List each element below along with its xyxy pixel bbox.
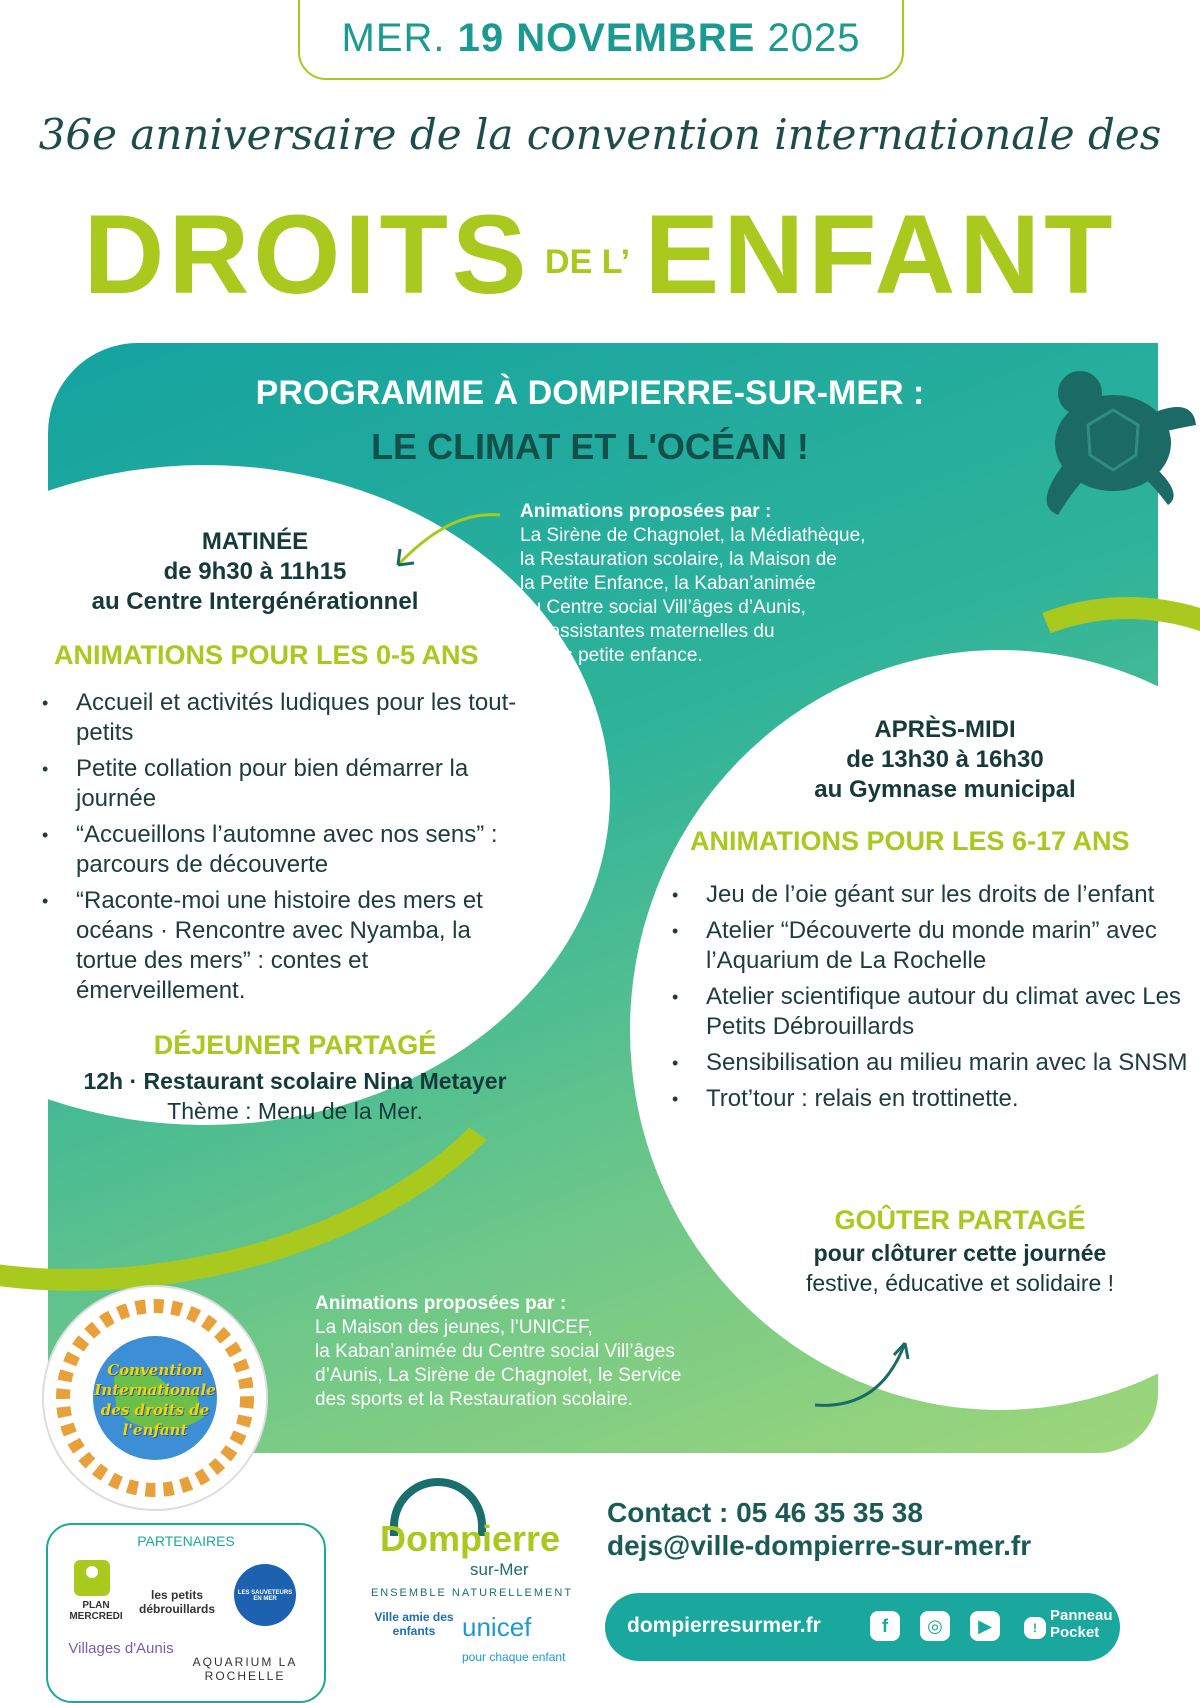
dompierre-logo-name: Dompierre [379, 1518, 561, 1559]
list-item: • Jeu de l’oie géant sur les droits de l’enfant [672, 880, 1192, 910]
note-heading: Animations proposées par : [315, 1293, 567, 1314]
afternoon-time: de 13h30 à 16h30 [846, 746, 1044, 773]
plan-mercredi-logo: PLAN MERCREDI [69, 1600, 123, 1622]
aquarium-logo: AQUARIUM LA ROCHELLE [192, 1655, 298, 1683]
list-item: • Atelier scientifique autour du climat avec Les Petits Débrouillards [672, 982, 1192, 1042]
petits-debrouillards-logo: les petits débrouillards [138, 1588, 215, 1616]
lunch-details: 12h · Restaurant scolaire Nina Metayer [83, 1068, 507, 1094]
list-item: • Atelier “Découverte du monde marin” avec l’Aquarium de La Rochelle [672, 916, 1192, 976]
morning-label: MATINÉE [201, 528, 309, 555]
list-item: • Trot’tour : relais en trottinette. [672, 1084, 1192, 1114]
afternoon-activities-title: ANIMATIONS POUR LES 6-17 ANS [690, 826, 1130, 856]
morning-activities-title: ANIMATIONS POUR LES 0-5 ANS [54, 640, 479, 670]
note-line: la Petite Enfance, la Kaban’animée [520, 573, 816, 594]
dompierre-tagline: ENSEMBLE NATURELLEMENT [370, 1587, 574, 1599]
arrow-icon [810, 1335, 920, 1415]
title-de-l: DE L’ [545, 243, 631, 281]
date-main: 19 NOVEMBRE [457, 16, 756, 60]
morning-place: au Centre Intergénérationnel [91, 588, 419, 615]
date-prefix: MER. [341, 16, 446, 60]
afternoon-label: APRÈS-MIDI [874, 716, 1016, 743]
afternoon-organizers-note [315, 1292, 755, 1412]
snack-description: festive, éducative et solidaire ! [805, 1270, 1115, 1296]
list-item: • Accueil et activités ludiques pour les tout-petits [42, 688, 532, 748]
unicef-logo: unicef [462, 1612, 532, 1642]
title-enfant: ENFANT [644, 192, 1117, 317]
plan-mercredi-icon [72, 1558, 112, 1598]
morning-time: de 9h30 à 11h15 [163, 558, 347, 585]
badge-label: Convention Internationale des droits de l'enfant [94, 1361, 216, 1439]
snack-details: pour clôturer cette journée [813, 1240, 1107, 1266]
snsm-text: LES SAUVETEURS EN MER [237, 1590, 293, 1602]
panneau-pocket-label[interactable]: Panneau Pocket [1050, 1607, 1113, 1641]
lunch-title: DÉJEUNER PARTAGÉ [153, 1030, 437, 1060]
note-line: la Restauration scolaire, la Maison de [520, 549, 837, 570]
note-line: les assistantes maternelles du [520, 621, 775, 642]
snack-title: GOÛTER PARTAGÉ [834, 1205, 1086, 1235]
partners-label: PARTENAIRES [137, 1533, 235, 1549]
program-title: PROGRAMME À DOMPIERRE-SUR-MER : [255, 374, 925, 412]
instagram-icon[interactable]: ◎ [920, 1611, 950, 1641]
ville-amie-logo: Ville amie des enfants [374, 1610, 454, 1638]
note-line: des sports et la Restauration scolaire. [315, 1389, 633, 1410]
program-theme: LE CLIMAT ET L'OCÉAN ! [371, 426, 809, 467]
list-item: • Sensibilisation au milieu marin avec la SNSM [672, 1048, 1192, 1078]
contact-phone: Contact : 05 46 35 35 38 [607, 1497, 923, 1528]
arrow-icon [390, 505, 510, 575]
note-line: Relais petite enfance. [520, 645, 703, 666]
date-banner [298, 0, 904, 80]
title-droits: DROITS [83, 192, 531, 317]
snsm-logo [234, 1564, 296, 1626]
contact-email[interactable]: dejs@ville-dompierre-sur-mer.fr [607, 1530, 1032, 1561]
turtle-icon [1018, 355, 1198, 520]
afternoon-activities-list [672, 880, 1192, 1120]
event-title [0, 190, 1200, 317]
list-item: • “Accueillons l’automne avec nos sens” : parcours de découverte [42, 820, 532, 880]
facebook-icon[interactable]: f [870, 1611, 900, 1641]
unicef-tagline: pour chaque enfant [462, 1650, 566, 1664]
note-heading: Animations proposées par : [520, 501, 772, 522]
event-subtitle: 36e anniversaire de la convention internationale des [38, 110, 1162, 159]
villages-aunis-logo: Villages d'Aunis [68, 1640, 174, 1657]
note-line: La Maison des jeunes, l’UNICEF, [315, 1317, 593, 1338]
note-line: la Kaban’animée du Centre social Vill’âges [315, 1341, 675, 1362]
list-item: • “Raconte-moi une histoire des mers et océans · Rencontre avec Nyamba, la tortue des mers” : contes et émerveillement. [42, 886, 532, 1006]
note-line: d’Aunis, La Sirène de Chagnolet, le Service [315, 1365, 682, 1386]
website-link[interactable]: dompierresurmer.fr [627, 1614, 821, 1637]
youtube-icon[interactable]: ▶ [970, 1611, 1000, 1641]
morning-activities-list [42, 688, 532, 1012]
afternoon-header [745, 715, 1145, 805]
morning-organizers-note [520, 500, 880, 668]
dompierre-logo-sub: sur-Mer [470, 1560, 529, 1579]
lunch-theme: Thème : Menu de la Mer. [167, 1098, 423, 1124]
list-item: • Petite collation pour bien démarrer la journée [42, 754, 532, 814]
date-year: 2025 [767, 16, 861, 60]
afternoon-place: au Gymnase municipal [814, 776, 1076, 803]
note-line: La Sirène de Chagnolet, la Médiathèque, [520, 525, 866, 546]
panneau-pocket-icon[interactable]: ! [1024, 1617, 1046, 1639]
note-line: du Centre social Vill’âges d’Aunis, [520, 597, 806, 618]
